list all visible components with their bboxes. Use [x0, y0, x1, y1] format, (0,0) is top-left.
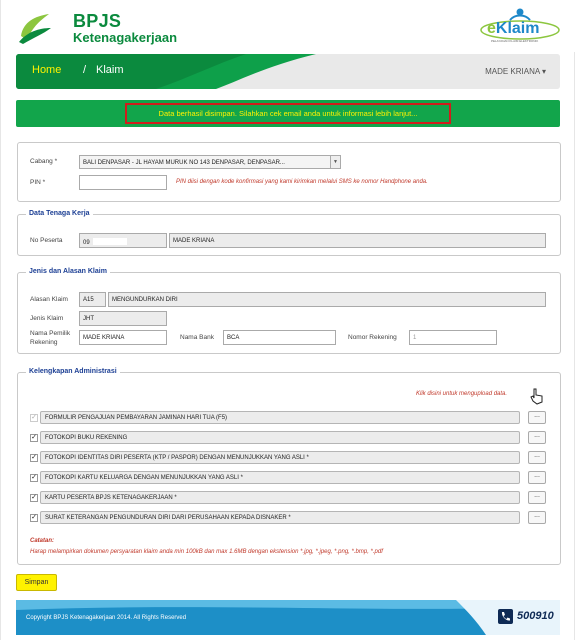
breadcrumb-klaim: Klaim [96, 64, 124, 76]
pin-label: PIN * [30, 179, 46, 186]
klaim-section [17, 268, 561, 354]
logo-subtitle: Ketenagakerjaan [73, 30, 178, 45]
footer [16, 600, 560, 635]
upload-button[interactable]: ... [528, 431, 546, 444]
rekening-label: Nomor Rekening [348, 334, 397, 341]
eklaim-text: eKlaim [487, 20, 540, 37]
cabang-label: Cabang * [30, 158, 58, 165]
bpjs-logo-icon [17, 10, 53, 44]
phone-number: 500910 [517, 610, 554, 622]
alasan-code-input: A15 [79, 292, 106, 307]
pin-input[interactable] [79, 175, 167, 190]
upload-button[interactable]: ... [528, 451, 546, 464]
doc-checkbox[interactable]: ✓ [31, 494, 37, 501]
upload-button[interactable]: ... [528, 411, 546, 424]
upload-hint[interactable]: Klik disini untuk mengupload data. [416, 391, 508, 397]
breadcrumb-separator: / [83, 64, 87, 76]
upload-button[interactable]: ... [528, 511, 546, 524]
header [1, 0, 575, 52]
user-menu[interactable]: MADE KRIANA ▾ [485, 67, 546, 76]
administrasi-section [17, 368, 561, 565]
catatan-text: Harap melampirkan dokumen persyaratan klaim anda min 100kB dan max 1.6MB dengan ekstension *.jpg, *.jpeg, *.png, *.bmp, *.pdf [30, 549, 383, 555]
doc-item: FORMULIR PENGAJUAN PEMBAYARAN JAMINAN HARI TUA (F5) [40, 411, 520, 424]
alert-message: Data berhasil disimpan. Silahkan cek email anda untuk informasi lebih lanjut... [158, 109, 418, 118]
phone-icon [498, 609, 513, 624]
pemilik-label-line2: Rekening [30, 339, 58, 346]
eklaim-tagline: PELAYANAN KLAIM ELEKTRONIK [491, 39, 539, 43]
no-peserta-label: No Peserta [30, 237, 63, 244]
eklaim-logo [479, 8, 561, 46]
jenis-label: Jenis Klaim [30, 315, 64, 322]
upload-button[interactable]: ... [528, 491, 546, 504]
doc-item: FOTOKOPI BUKU REKENING [40, 431, 520, 444]
pemilik-label-line1: Nama Pemilik [30, 330, 71, 337]
chevron-down-icon: ▼ [330, 156, 340, 169]
catatan-title: Catatan: [30, 538, 55, 544]
jenis-input: JHT [79, 311, 167, 326]
doc-checkbox[interactable]: ✓ [31, 414, 37, 421]
pemilik-input[interactable]: MADE KRIANA [79, 330, 167, 345]
pin-hint: PIN diisi dengan kode konfirmasi yang kami kirimkan melalui SMS ke nomor Handphone anda. [176, 179, 428, 185]
alert-highlight-box [125, 103, 451, 124]
doc-item: SURAT KETERANGAN PENGUNDURAN DIRI DARI PERUSAHAAN KEPADA DISNAKER * [40, 511, 520, 524]
doc-item: KARTU PESERTA BPJS KETENAGAKERJAAN * [40, 491, 520, 504]
doc-checkbox[interactable]: ✓ [31, 434, 37, 441]
doc-item: FOTOKOPI IDENTITAS DIRI PESERTA (KTP / PASPOR) DENGAN MENUNJUKKAN YANG ASLI * [40, 451, 520, 464]
doc-checkbox[interactable]: ✓ [31, 454, 37, 461]
administrasi-legend: Kelengkapan Administrasi [26, 368, 120, 375]
tenaga-kerja-section [17, 210, 561, 256]
copyright-text: Copyright BPJS Ketenagakerjaan 2014. All Rights Reserved [26, 615, 187, 621]
success-alert [16, 100, 560, 127]
redaction-block [93, 238, 127, 245]
no-peserta-input: 09 [79, 233, 167, 248]
cabang-select[interactable]: BALI DENPASAR - JL HAYAM MURUK NO 143 DENPASAR, DENPASAR... ▼ [79, 155, 341, 169]
tenaga-kerja-legend: Data Tenaga Kerja [26, 210, 93, 217]
pointing-hand-icon [528, 387, 546, 405]
navbar [16, 54, 560, 89]
nama-peserta-input: MADE KRIANA [169, 233, 546, 248]
doc-checkbox[interactable]: ✓ [31, 514, 37, 521]
doc-item: FOTOKOPI KARTU KELUARGA DENGAN MENUNJUKKAN YANG ASLI * [40, 471, 520, 484]
alasan-label: Alasan Klaim [30, 296, 68, 303]
logo-title: BPJS [73, 11, 122, 31]
doc-checkbox[interactable]: ✓ [31, 474, 37, 481]
branch-section [17, 142, 561, 202]
rekening-input[interactable]: 1 [409, 330, 497, 345]
bank-label: Nama Bank [180, 334, 214, 341]
alasan-input: MENGUNDURKAN DIRI [108, 292, 546, 307]
simpan-button[interactable]: Simpan [16, 574, 57, 591]
upload-button[interactable]: ... [528, 471, 546, 484]
bank-input[interactable]: BCA [223, 330, 336, 345]
breadcrumb-home[interactable]: Home [32, 64, 62, 76]
klaim-legend: Jenis dan Alasan Klaim [26, 268, 110, 275]
